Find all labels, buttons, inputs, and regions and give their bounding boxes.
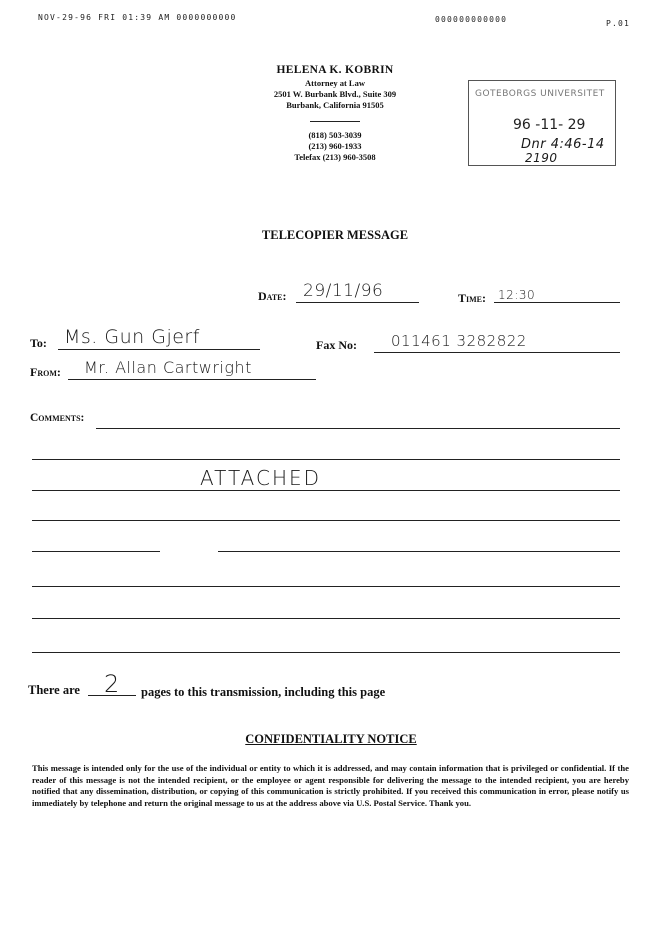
- comments-line-5a: [32, 551, 160, 552]
- to-line: [58, 349, 260, 350]
- received-stamp: [468, 80, 616, 166]
- letterhead-address-line2: Burbank, California 91505: [286, 100, 384, 110]
- letterhead-address-line1: 2501 W. Burbank Blvd., Suite 309: [273, 89, 397, 99]
- letterhead: [230, 64, 440, 163]
- comments-line-2: [32, 459, 620, 460]
- date-label: Date:: [258, 289, 287, 303]
- to-value: Ms. Gun Gjerf: [64, 326, 200, 348]
- fax-header-middle: 000000000000: [435, 15, 508, 24]
- fax-label: Fax No:: [316, 338, 357, 352]
- from-label: From:: [30, 365, 61, 379]
- page-title: TELECOPIER MESSAGE: [261, 228, 409, 242]
- stamp-institution: GOTEBORGS UNIVERSITET: [475, 89, 605, 99]
- time-value: 12:30: [498, 288, 536, 302]
- fax-header-left: NOV-29-96 FRI 01:39 AM 0000000000: [38, 13, 237, 22]
- letterhead-name: HELENA K. KOBRIN: [276, 64, 394, 76]
- letterhead-divider: [310, 121, 360, 122]
- date-line: [296, 302, 419, 303]
- comments-line-8: [32, 652, 620, 653]
- letterhead-phone1: (818) 503-3039: [308, 130, 362, 140]
- comments-label: Comments:: [30, 412, 85, 424]
- time-line: [494, 302, 620, 303]
- pages-line: [88, 695, 136, 696]
- stamp-reference: Dnr 4:46-14: [521, 137, 605, 152]
- pages-count: 2: [104, 670, 120, 698]
- from-value: Mr. Allan Cartwright: [84, 358, 252, 377]
- comments-line-5b: [218, 551, 620, 552]
- to-label: To:: [30, 336, 47, 350]
- comments-line-1: [96, 428, 620, 429]
- confidentiality-heading: CONFIDENTIALITY NOTICE: [245, 732, 417, 746]
- comments-line-7: [32, 618, 620, 619]
- date-value: 29/11/96: [303, 281, 384, 301]
- letterhead-title: Attorney at Law: [305, 78, 365, 88]
- letterhead-phone2: (213) 960-1933: [308, 141, 362, 151]
- pages-prefix: There are: [28, 683, 80, 697]
- comments-line-3: [32, 490, 620, 491]
- pages-suffix: pages to this transmission, including this page: [141, 685, 386, 699]
- fax-line: [374, 352, 620, 353]
- fax-page-number: P.01: [606, 19, 631, 28]
- comments-line-6: [32, 586, 620, 587]
- confidentiality-body: This message is intended only for the use of the individual or entity to which it is addressed, and may contain information that is privileged or confidential. If the reader of this message is not the intended recipient, or the employee or agent responsible for delivering the message to the intended recipient, you are hereby notified that any dissemination, distribution, or copying of this communication is strictly prohibited. If you received this communication in error, please notify us immediately by telephone and return the original message to us at the address above via U.S. Postal Service. Thank you.: [32, 763, 629, 808]
- comments-line-4: [32, 520, 620, 521]
- comments-value: ATTACHED: [200, 466, 322, 490]
- from-line: [68, 379, 316, 380]
- stamp-date: 96 -11- 29: [513, 117, 586, 133]
- fax-value: 011461 3282822: [391, 332, 527, 350]
- letterhead-telefax: Telefax (213) 960-3508: [294, 152, 376, 162]
- time-label: Time:: [458, 291, 486, 305]
- stamp-number: 2190: [525, 151, 558, 165]
